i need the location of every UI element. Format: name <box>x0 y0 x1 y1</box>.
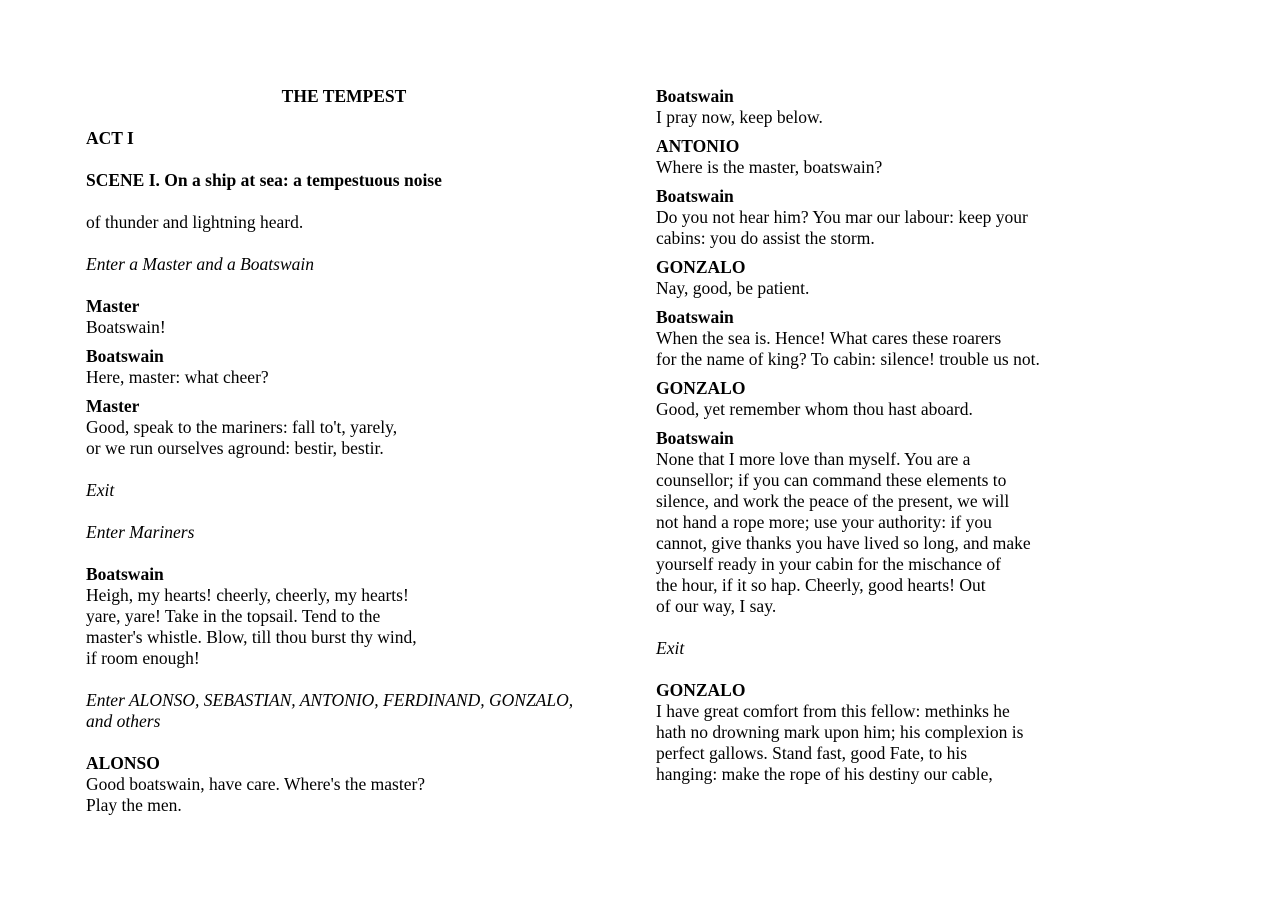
speaker-name: ANTONIO <box>656 136 740 156</box>
dialogue-line: cannot, give thanks you have lived so long, and make <box>656 533 1031 553</box>
dialogue-line: or we run ourselves aground: bestir, bestir. <box>86 438 384 458</box>
dialogue-line: I pray now, keep below. <box>656 107 823 127</box>
play-title: THE TEMPEST <box>281 86 407 106</box>
dialogue-line: counsellor; if you can command these elements to <box>656 470 1007 490</box>
dialogue-line: Do you not hear him? You mar our labour: keep your <box>656 207 1028 227</box>
dialogue-line: yourself ready in your cabin for the mischance of <box>656 554 1002 574</box>
right-column <box>656 86 1216 785</box>
dialogue-line: None that I more love than myself. You are a <box>656 449 971 469</box>
stage-direction: and others <box>86 711 161 731</box>
dialogue-line: Nay, good, be patient. <box>656 278 810 298</box>
speaker-name: Master <box>86 296 140 316</box>
speaker-name: Master <box>86 396 140 416</box>
dialogue-line: hath no drowning mark upon him; his complexion is <box>656 722 1024 742</box>
dialogue-line: Here, master: what cheer? <box>86 367 269 387</box>
dialogue-line: Good boatswain, have care. Where's the master? <box>86 774 426 794</box>
speaker-name: GONZALO <box>656 378 746 398</box>
dialogue-line: Heigh, my hearts! cheerly, cheerly, my hearts! <box>86 585 409 605</box>
scene-description: of thunder and lightning heard. <box>86 212 304 232</box>
dialogue-line: I have great comfort from this fellow: methinks he <box>656 701 1010 721</box>
dialogue-line: of our way, I say. <box>656 596 777 616</box>
scene-heading: SCENE I. On a ship at sea: a tempestuous noise <box>86 170 442 190</box>
act-heading: ACT I <box>86 128 134 148</box>
speaker-name: Boatswain <box>656 307 734 327</box>
dialogue-line: cabins: you do assist the storm. <box>656 228 875 248</box>
speaker-name: GONZALO <box>656 680 746 700</box>
stage-direction: Exit <box>86 480 115 500</box>
dialogue-line: Good, speak to the mariners: fall to't, yarely, <box>86 417 398 437</box>
dialogue-line: Good, yet remember whom thou hast aboard. <box>656 399 973 419</box>
stage-direction: Exit <box>656 638 685 658</box>
dialogue-line: if room enough! <box>86 648 200 668</box>
stage-direction: Enter Mariners <box>86 522 195 542</box>
dialogue-line: the hour, if it so hap. Cheerly, good hearts! Out <box>656 575 986 595</box>
dialogue-line: yare, yare! Take in the topsail. Tend to the <box>86 606 381 626</box>
left-column <box>86 86 606 816</box>
speaker-name: Boatswain <box>656 186 734 206</box>
stage-direction: Enter ALONSO, SEBASTIAN, ANTONIO, FERDINAND, GONZALO, <box>86 690 574 710</box>
dialogue-line: Boatswain! <box>86 317 166 337</box>
speaker-name: Boatswain <box>86 564 164 584</box>
dialogue-line: not hand a rope more; use your authority: if you <box>656 512 992 532</box>
dialogue-line: Play the men. <box>86 795 182 815</box>
speaker-name: ALONSO <box>86 753 160 773</box>
speaker-name: Boatswain <box>656 86 734 106</box>
dialogue-line: for the name of king? To cabin: silence! trouble us not. <box>656 349 1040 369</box>
dialogue-line: perfect gallows. Stand fast, good Fate, to his <box>656 743 968 763</box>
dialogue-line: silence, and work the peace of the present, we will <box>656 491 1010 511</box>
dialogue-line: hanging: make the rope of his destiny our cable, <box>656 764 993 784</box>
stage-direction: Enter a Master and a Boatswain <box>86 254 314 274</box>
dialogue-line: When the sea is. Hence! What cares these roarers <box>656 328 1002 348</box>
dialogue-line: master's whistle. Blow, till thou burst thy wind, <box>86 627 417 647</box>
speaker-name: GONZALO <box>656 257 746 277</box>
dialogue-line: Where is the master, boatswain? <box>656 157 883 177</box>
speaker-name: Boatswain <box>86 346 164 366</box>
speaker-name: Boatswain <box>656 428 734 448</box>
